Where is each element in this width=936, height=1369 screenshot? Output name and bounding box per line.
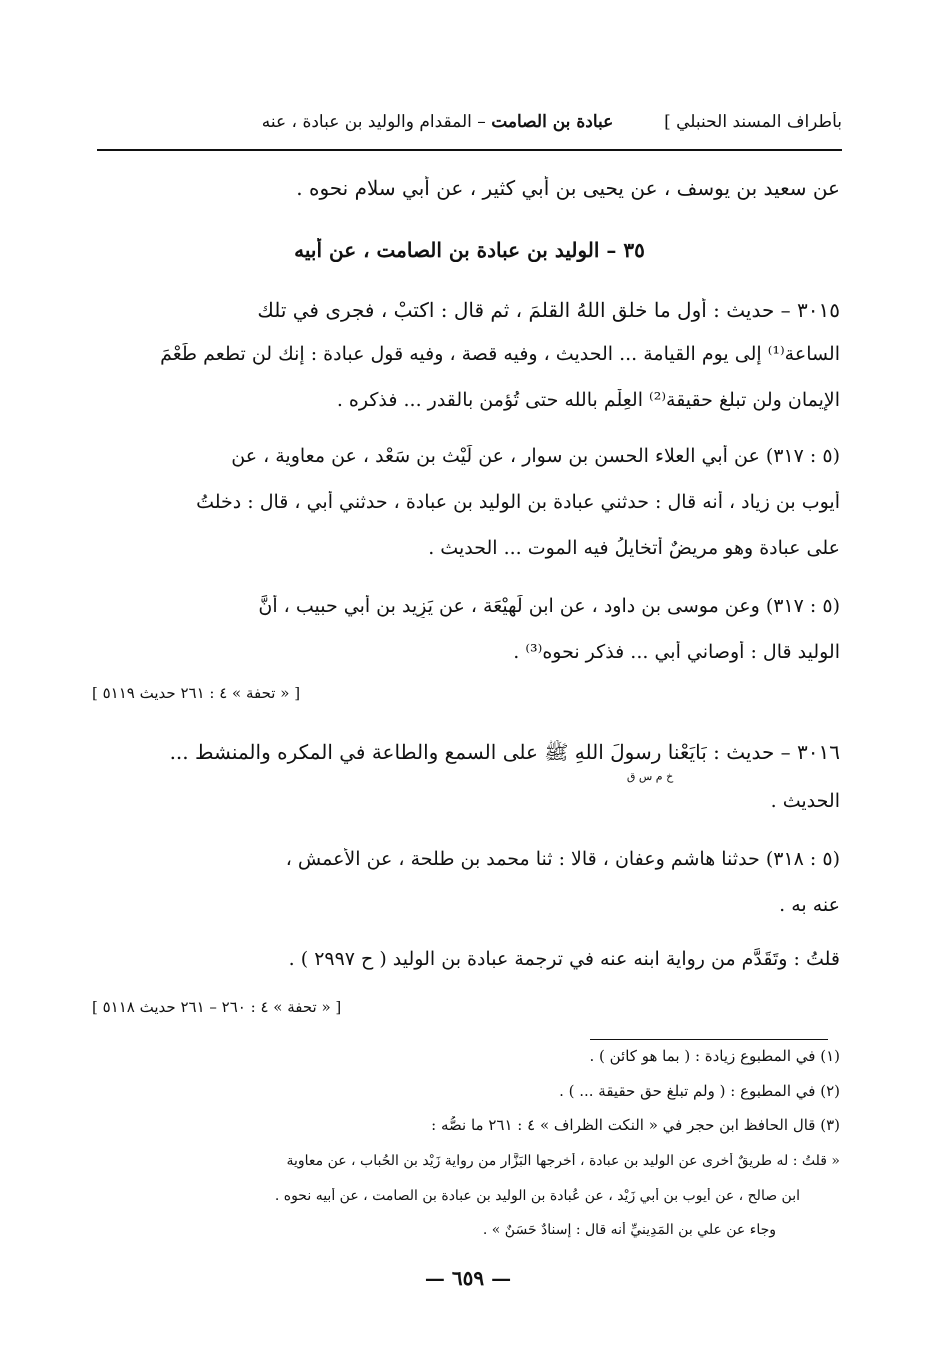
editor-note: قلتُ : وتَقَدَّم من رواية ابنه عنه في ترجمة عبادة بن الوليد ( ح ٢٩٩٧ ) . <box>288 948 840 970</box>
footnote-3-quote: ابن صالح ، عن أيوب بن أبي زَيْد ، عن عُبادة بن الوليد بن عبادة بن الصامت ، عن أبيه نحوه . <box>274 1188 800 1204</box>
tuhfa-reference: [ « تحفة » ٤ : ٢٦١ حديث ٥١١٩ ] <box>92 684 301 702</box>
text-line: عنه به . <box>779 894 840 916</box>
text-line: الحديث . <box>770 790 840 812</box>
footnote-3-quote: وجاء عن علي بن المَدِينيِّ أنه قال : إسنادٌ حَسَنٌ » . <box>482 1222 776 1238</box>
isnad-line: (٥ : ٣١٨) حدثنا هاشم وعفان ، قالا : ثنا محمد بن طلحة ، عن الأعمش ، <box>285 848 840 870</box>
isnad-line: (٥ : ٣١٧) وعن موسى بن داود ، عن ابن لَهِيْعَة ، عن يَزِيد بن أبي حبيب ، أنَّ <box>258 595 840 617</box>
text-line: على عبادة وهو مريضٌ أتخايلُ فيه الموت ... الحديث . <box>428 537 840 559</box>
text-line: الوليد قال : أوصاني أبي ... فذكر نحوه⁽³⁾ . <box>513 641 840 663</box>
text-line: عن سعيد بن يوسف ، عن يحيى بن أبي كثير ، عن أبي سلام نحوه . <box>296 176 840 200</box>
running-header <box>97 112 842 132</box>
header-rule <box>97 149 842 151</box>
text-line: أيوب بن زياد ، أنه قال : حدثني عبادة بن الوليد بن عبادة ، حدثني أبي ، قال : دخلتُ <box>196 491 840 513</box>
header-section-title: عبادة بن الصامت <box>491 112 614 132</box>
isnad-line: (٥ : ٣١٧) عن أبي العلاء الحسن بن سوار ، عن لَيْث بن سَعْد ، عن معاوية ، عن <box>231 445 840 467</box>
hadith-3015-line: ٣٠١٥ – حديث : أول ما خلق اللهُ القلمَ ، ثم قال : اكتبْ ، فجرى في تلك <box>257 298 840 322</box>
section-title: ٣٥ – الوليد بن عبادة بن الصامت ، عن أبيه <box>294 238 645 262</box>
footnote-rule <box>590 1039 828 1040</box>
hadith-3016-line: ٣٠١٦ – حديث : بَايَعْنا رسولَ اللهِ ﷺ على السمع والطاعة في المكره والمنشط ... <box>169 740 840 764</box>
text-line: الساعة⁽¹⁾ إلى يوم القيامة ... الحديث ، وفيه قصة ، وفيه قول عبادة : إنك لن تطعم طَعْمَ <box>160 343 840 365</box>
sigla-marks: خ م س ق <box>626 770 674 783</box>
tuhfa-reference: [ « تحفة » ٤ : ٢٦٠ – ٢٦١ حديث ٥١١٨ ] <box>92 998 342 1016</box>
footnote-3-quote: « قلتُ : له طريقٌ أخرى عن الوليد بن عبادة ، أخرجها البَزَّار من رواية زَيْد بن الحُباب ، عن معاوية <box>286 1153 840 1169</box>
header-book-title: بأطراف المسند الحنبلي ] <box>664 112 842 132</box>
footnote-3: (٣) قال الحافظ ابن حجر في « النكت الظراف » ٤ : ٢٦١ ما نصُّه : <box>431 1116 840 1134</box>
footnote-2: (٢) في المطبوع : ( ولم تبلغ حق حقيقة ... ) . <box>559 1082 840 1100</box>
text-line: الإيمان ولن تبلغ حقيقة⁽²⁾ العِلْم بالله حتى تُؤمن بالقدر ... فذكره . <box>336 389 840 411</box>
footnote-1: (١) في المطبوع زيادة : ( بما هو كائن ) . <box>589 1047 840 1065</box>
page-number: — ٦٥٩ — <box>424 1266 512 1290</box>
header-subjects: – المقدام والوليد بن عبادة ، عنه <box>261 112 486 132</box>
